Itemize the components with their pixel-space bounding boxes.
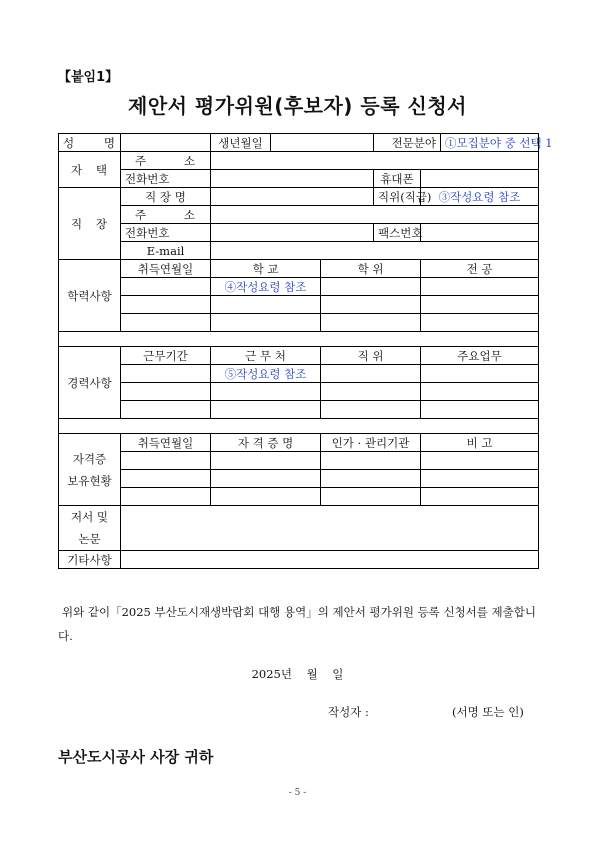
- email-row: [59, 242, 539, 260]
- career-entry-row: [59, 383, 539, 401]
- career-period-cell[interactable]: [121, 401, 211, 419]
- registration-form-table: [58, 133, 553, 569]
- work-label: 직 장: [59, 188, 121, 260]
- career-duties-cell[interactable]: [421, 401, 539, 419]
- spacer-row: [59, 332, 539, 347]
- career-header-period: 근무기간: [121, 347, 211, 365]
- cert-issuer-cell[interactable]: [321, 488, 421, 506]
- cert-header-name: 자 격 증 명: [211, 434, 321, 452]
- edu-header-date: 취득연월일: [121, 260, 211, 278]
- field-label: 전문분야: [374, 134, 441, 152]
- edu-school-cell[interactable]: [211, 314, 321, 332]
- other-row: [59, 551, 539, 569]
- cert-label: 자격증 보유현황: [59, 434, 121, 506]
- papers-field[interactable]: [121, 506, 539, 551]
- cert-remarks-cell[interactable]: [421, 488, 539, 506]
- mobile-label: 휴대폰: [374, 170, 421, 188]
- edu-degree-cell[interactable]: [321, 278, 421, 296]
- education-label: 학력사항: [59, 260, 121, 332]
- form-title: 제안서 평가위원(후보자) 등록 신청서: [128, 94, 467, 118]
- name-row: [59, 134, 539, 152]
- edu-degree-cell[interactable]: [321, 296, 421, 314]
- cert-name-cell[interactable]: [211, 470, 321, 488]
- edu-date-cell[interactable]: [121, 314, 211, 332]
- spacer-cell: [59, 332, 539, 347]
- career-entry-row: [59, 401, 539, 419]
- career-duties-cell[interactable]: [421, 365, 539, 383]
- edu-header-school: 학 교: [211, 260, 321, 278]
- career-duties-cell[interactable]: [421, 383, 539, 401]
- recipient-line: 부산도시공사 사장 귀하: [58, 748, 214, 766]
- home-address-row: [59, 152, 539, 170]
- cert-name-cell[interactable]: [211, 488, 321, 506]
- fax-field[interactable]: [421, 224, 539, 242]
- workplace-row: [59, 188, 539, 206]
- signature-label: (서명 또는 인): [452, 705, 524, 719]
- home-phone-field[interactable]: [211, 170, 374, 188]
- edu-degree-cell[interactable]: [321, 314, 421, 332]
- other-label: 기타사항: [59, 551, 121, 569]
- edu-major-cell[interactable]: [421, 296, 539, 314]
- work-address-field[interactable]: [211, 206, 539, 224]
- cert-header-issuer: 인가 · 관리기관: [321, 434, 421, 452]
- career-position-cell[interactable]: [321, 401, 421, 419]
- edu-major-cell[interactable]: [421, 314, 539, 332]
- career-header-duties: 주요업무: [421, 347, 539, 365]
- cert-entry-row: [59, 452, 539, 470]
- cert-date-cell[interactable]: [121, 470, 211, 488]
- position-note[interactable]: ③작성요령 참조: [421, 188, 539, 206]
- career-header-employer: 근 무 처: [211, 347, 321, 365]
- edu-date-cell[interactable]: [121, 278, 211, 296]
- birth-field[interactable]: [271, 134, 374, 152]
- work-address-label: 주 소: [121, 206, 211, 224]
- cert-date-cell[interactable]: [121, 488, 211, 506]
- education-entry-row: [59, 278, 539, 296]
- cert-remarks-cell[interactable]: [421, 470, 539, 488]
- career-note[interactable]: ⑤작성요령 참조: [211, 365, 321, 383]
- statement-text: 위와 같이「2025 부산도시재생박람회 대행 용역」의 제안서 평가위원 등록 신청서를 제출합니다.: [58, 605, 536, 643]
- home-address-field[interactable]: [211, 152, 539, 170]
- home-address-label: 주 소: [121, 152, 211, 170]
- edu-school-cell[interactable]: [211, 296, 321, 314]
- edu-header-major: 전 공: [421, 260, 539, 278]
- work-phone-row: [59, 224, 539, 242]
- other-field[interactable]: [121, 551, 539, 569]
- work-phone-field[interactable]: [211, 224, 374, 242]
- mobile-field[interactable]: [421, 170, 539, 188]
- papers-label: 저서 및 논문: [59, 506, 121, 551]
- papers-row: [59, 506, 539, 551]
- home-phone-label: 전화번호: [121, 170, 211, 188]
- career-position-cell[interactable]: [321, 365, 421, 383]
- name-field[interactable]: [121, 134, 211, 152]
- education-header-row: [59, 260, 539, 278]
- home-label: 자 택: [59, 152, 121, 188]
- cert-date-cell[interactable]: [121, 452, 211, 470]
- career-header-row: [59, 347, 539, 365]
- cert-header-remarks: 비 고: [421, 434, 539, 452]
- home-phone-row: [59, 170, 539, 188]
- page-number: - 5 -: [288, 788, 307, 798]
- position-grade-label: 직위(직급): [374, 188, 421, 206]
- fax-label: 팩스번호: [374, 224, 421, 242]
- career-period-cell[interactable]: [121, 383, 211, 401]
- career-period-cell[interactable]: [121, 365, 211, 383]
- date-line: 2025년 월 일: [251, 667, 344, 681]
- edu-header-degree: 학 위: [321, 260, 421, 278]
- attachment-label: 【붙임1】: [58, 70, 119, 85]
- work-address-row: [59, 206, 539, 224]
- field-note[interactable]: ①모집분야 중 선택 1: [441, 134, 539, 152]
- career-label: 경력사항: [59, 347, 121, 419]
- spacer-cell: [59, 419, 539, 434]
- email-field[interactable]: [211, 242, 539, 260]
- cert-header-row: [59, 434, 539, 452]
- edu-note[interactable]: ④작성요령 참조: [211, 278, 321, 296]
- career-position-cell[interactable]: [321, 383, 421, 401]
- author-label: 작성자 :: [328, 705, 369, 719]
- edu-date-cell[interactable]: [121, 296, 211, 314]
- education-entry-row: [59, 296, 539, 314]
- workplace-field[interactable]: [211, 188, 374, 206]
- education-entry-row: [59, 314, 539, 332]
- career-employer-cell[interactable]: [211, 383, 321, 401]
- email-label: E-mail: [121, 242, 211, 260]
- cert-remarks-cell[interactable]: [421, 452, 539, 470]
- birth-label: 생년월일: [211, 134, 271, 152]
- spacer-row: [59, 419, 539, 434]
- cert-header-date: 취득연월일: [121, 434, 211, 452]
- cert-name-cell[interactable]: [211, 452, 321, 470]
- career-employer-cell[interactable]: [211, 401, 321, 419]
- cert-entry-row: [59, 470, 539, 488]
- name-label: 성 명: [59, 134, 121, 152]
- cert-issuer-cell[interactable]: [321, 452, 421, 470]
- cert-issuer-cell[interactable]: [321, 470, 421, 488]
- work-phone-label: 전화번호: [121, 224, 211, 242]
- edu-major-cell[interactable]: [421, 278, 539, 296]
- career-header-position: 직 위: [321, 347, 421, 365]
- cert-entry-row: [59, 488, 539, 506]
- career-entry-row: [59, 365, 539, 383]
- workplace-label: 직 장 명: [121, 188, 211, 206]
